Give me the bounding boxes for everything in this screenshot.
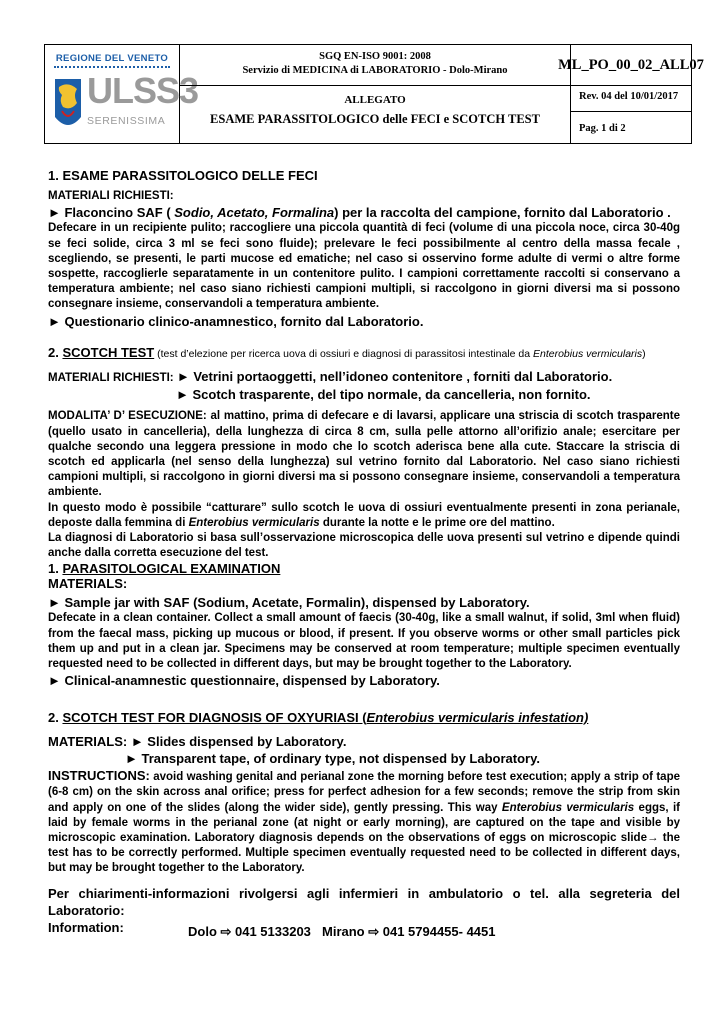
en-s1-item-questionnaire: ► Clinical-anamnestic questionnaire, dispensed by Laboratory. bbox=[48, 673, 440, 689]
en-s2-materials-row-1 bbox=[48, 733, 680, 750]
en-s2-materials-label: MATERIALS: bbox=[48, 734, 128, 750]
en-s2-title-a: SCOTCH TEST FOR DIAGNOSIS OF OXYURIASI ( bbox=[62, 710, 367, 725]
document-header bbox=[44, 44, 704, 144]
en-s1-heading bbox=[48, 561, 680, 576]
logo-ulss-text: ULSS3 bbox=[87, 70, 199, 111]
it-s2-para-2-c: durante la notte e le prime ore del mattino. bbox=[319, 516, 555, 529]
sgq-line: SGQ EN-ISO 9001: 2008 bbox=[319, 51, 431, 62]
en-s1-instructions: Defecate in a clean container. Collect a small amount of faecis (30-40g, like a small walnut, if solid, 3ml when fluid) from the faecal mass, picking up mucous or blood, if present. If you observe worms or other small particles pick them up and put in a clean jar. Specimens may be conserved at room temperature; multiple specimen eventually requested need to be collected in different days, but may be brought together to the Laboratory. bbox=[48, 612, 680, 671]
it-s2-materials-label: MATERIALI RICHIESTI: bbox=[48, 372, 177, 385]
logo-cell bbox=[45, 45, 199, 143]
logo-region-text: REGIONE DEL VENETO bbox=[55, 53, 169, 64]
it-s2-para-2-b: Enterobius vermicularis bbox=[188, 516, 320, 529]
it-s2-para-2-a: In questo modo è possibile “catturare” sullo scotch le uova di ossiuri eventualmente presenti in zona perianale, deposte dalla femmina di bbox=[48, 501, 680, 529]
lion-shield-logo bbox=[53, 77, 83, 135]
it-s2-execution-text: al mattino, prima di defecare e di lavarsi, applicare una striscia di scotch trasparente (quello usato in cancelleria), della lunghezza di circa 8 cm, sulla pelle attorno all’orifizio anale; esercitare per qualche secondo una leggera pressione in modo che lo scotch aderisca bene alla cute. Staccare la striscia di scotch ed applicarla (nel senso della lunghezza) sul vetrino fornito dal Laboratorio. Nel caso siano richiesti campioni multipli, si raccolgono in giorni diversi ma si possono consegnare insieme, conservandoli a temperatura ambiente. bbox=[48, 410, 680, 499]
it-s2-item-tape: ► Scotch trasparente, del tipo normale, da cancelleria, non fornito. bbox=[176, 387, 591, 403]
en-s2-heading bbox=[48, 710, 680, 725]
logo-serenissima-text: SERENISSIMA bbox=[87, 115, 166, 127]
it-s2-para-3: La diagnosi di Laboratorio si basa sull’osservazione microscopica delle uova presenti sul vetrino e dipende quindi anche dalla corretta esecuzione del test. bbox=[48, 532, 680, 560]
it-s1-item-saf-a: ► Flaconcino SAF ( bbox=[48, 205, 175, 221]
it-s2-title: SCOTCH TEST bbox=[62, 345, 155, 360]
contact-info-en: Information: bbox=[48, 920, 124, 935]
document-title: ESAME PARASSITOLOGICO delle FECI e SCOTCH TEST bbox=[210, 112, 540, 126]
en-s1-materials-label: MATERIALS: bbox=[48, 576, 128, 592]
en-section-1 bbox=[48, 561, 680, 689]
it-section-1 bbox=[48, 168, 680, 330]
en-s2-item-slides: ► Slides dispensed by Laboratory. bbox=[127, 734, 347, 750]
it-s1-item-saf-b: Sodio, Acetato, Formalina bbox=[174, 205, 335, 221]
it-s1-item-questionnaire: ► Questionario clinico-anamnestico, fornito dal Laboratorio. bbox=[48, 313, 424, 329]
contact-info-it: Per chiarimenti-informazioni rivolgersi agli infermieri in ambulatorio o tel. alla segreteria del Laboratorio: bbox=[48, 886, 680, 918]
en-s1-title: PARASITOLOGICAL EXAMINATION bbox=[62, 561, 281, 576]
it-s2-number: 2. bbox=[48, 345, 63, 360]
it-section-2 bbox=[48, 345, 680, 561]
it-s2-note-a: (test d’elezione per ricerca uova di ossiuri e diagnosi di parassitosi intestinale da bbox=[154, 348, 533, 360]
service-line: Servizio di MEDICINA di LABORATORIO - Dolo-Mirano bbox=[242, 65, 508, 76]
phone-dolo: Dolo ⇨ 041 5133203 bbox=[188, 924, 311, 939]
en-s2-instructions-b: Enterobius vermicularis bbox=[501, 801, 635, 814]
en-s2-number: 2. bbox=[48, 710, 63, 725]
en-s2-instructions bbox=[48, 767, 680, 876]
it-s2-materials-row-1 bbox=[48, 368, 680, 386]
it-s2-note-c: ) bbox=[642, 348, 646, 360]
en-s1-item-saf: ► Sample jar with SAF (Sodium, Acetate, Formalin), dispensed by Laboratory. bbox=[48, 595, 530, 611]
en-s2-instructions-label: INSTRUCTIONS: bbox=[48, 768, 150, 784]
it-s2-heading bbox=[48, 345, 680, 362]
en-s2-instructions-c: eggs, if laid by female worms in the perianal zone (at night or early morning), are captured on the tape and visible by microscopic examination. Laboratory diagnosis depends on the observations of eggs on microscopic slide→ the test has to be correctly performed. Multiple specimen eventually requested need to be collected in different days, but may be brought together to the Laboratory. bbox=[48, 801, 681, 875]
document-code: ML_PO_00_02_ALL07 bbox=[571, 45, 691, 86]
it-s2-para-2 bbox=[48, 501, 680, 531]
it-s2-item-slides: ► Vetrini portaoggetti, nell’idoneo contenitore , forniti dal Laboratorio. bbox=[176, 369, 613, 385]
it-s2-execution bbox=[48, 409, 680, 500]
it-s2-execution-label: MODALITA’ D’ ESECUZIONE: bbox=[48, 410, 207, 423]
en-section-2 bbox=[48, 710, 680, 877]
it-s1-materials-label: MATERIALI RICHIESTI: bbox=[48, 190, 174, 203]
it-s1-item-saf bbox=[48, 204, 680, 221]
en-s2-item-tape: ► Transparent tape, of ordinary type, not dispensed by Laboratory. bbox=[125, 751, 540, 767]
page-number: Pag. 1 di 2 bbox=[579, 123, 626, 134]
en-s2-title-b: Enterobius vermicularis infestation) bbox=[366, 710, 589, 725]
it-s1-item-saf-c: ) per la raccolta del campione, fornito dal Laboratorio . bbox=[334, 205, 671, 221]
allegato-label: ALLEGATO bbox=[344, 94, 406, 106]
title-cell bbox=[180, 86, 571, 143]
it-s1-title: 1. ESAME PARASSITOLOGICO DELLE FECI bbox=[48, 168, 318, 183]
it-s2-note-b: Enterobius vermicularis bbox=[533, 348, 643, 360]
en-s1-number: 1. bbox=[48, 561, 63, 576]
revision-info: Rev. 04 del 10/01/2017 bbox=[571, 86, 691, 112]
en-s2-instructions-a: avoid washing genital and perianal zone the morning before test execution; apply a strip of tape (6-8 cm) on the skin across anal orifice; press for perfect adhesion for a few seconds; remove the strip from skin and apply on one of the slides (along the wider side), gently pressing. This way bbox=[48, 771, 680, 814]
phone-mirano: Mirano ⇨ 041 5794455- 4451 bbox=[322, 924, 496, 939]
it-s1-instructions: Defecare in un recipiente pulito; raccogliere una piccola quantità di feci (volume di una piccola noce, circa 30-40g se feci solide, circa 3 ml se feci sono fluide); prelevare le feci possibilmente al centro della massa fecale , scegliendo, se presenti, le parti mucose ed ematiche; nel caso si osservino forme adulte di vermi o altre forme sospette, raccoglierle separatamente in un contenitore pulito. I campioni correttamente raccolti si conservano a temperatura ambiente; nel caso siano richiesti campioni multipli, si raccolgono in giorni diversi ma si possono consegnare insieme, conservandoli a temperatura ambiente. bbox=[48, 222, 680, 311]
quality-system-cell bbox=[180, 45, 571, 86]
